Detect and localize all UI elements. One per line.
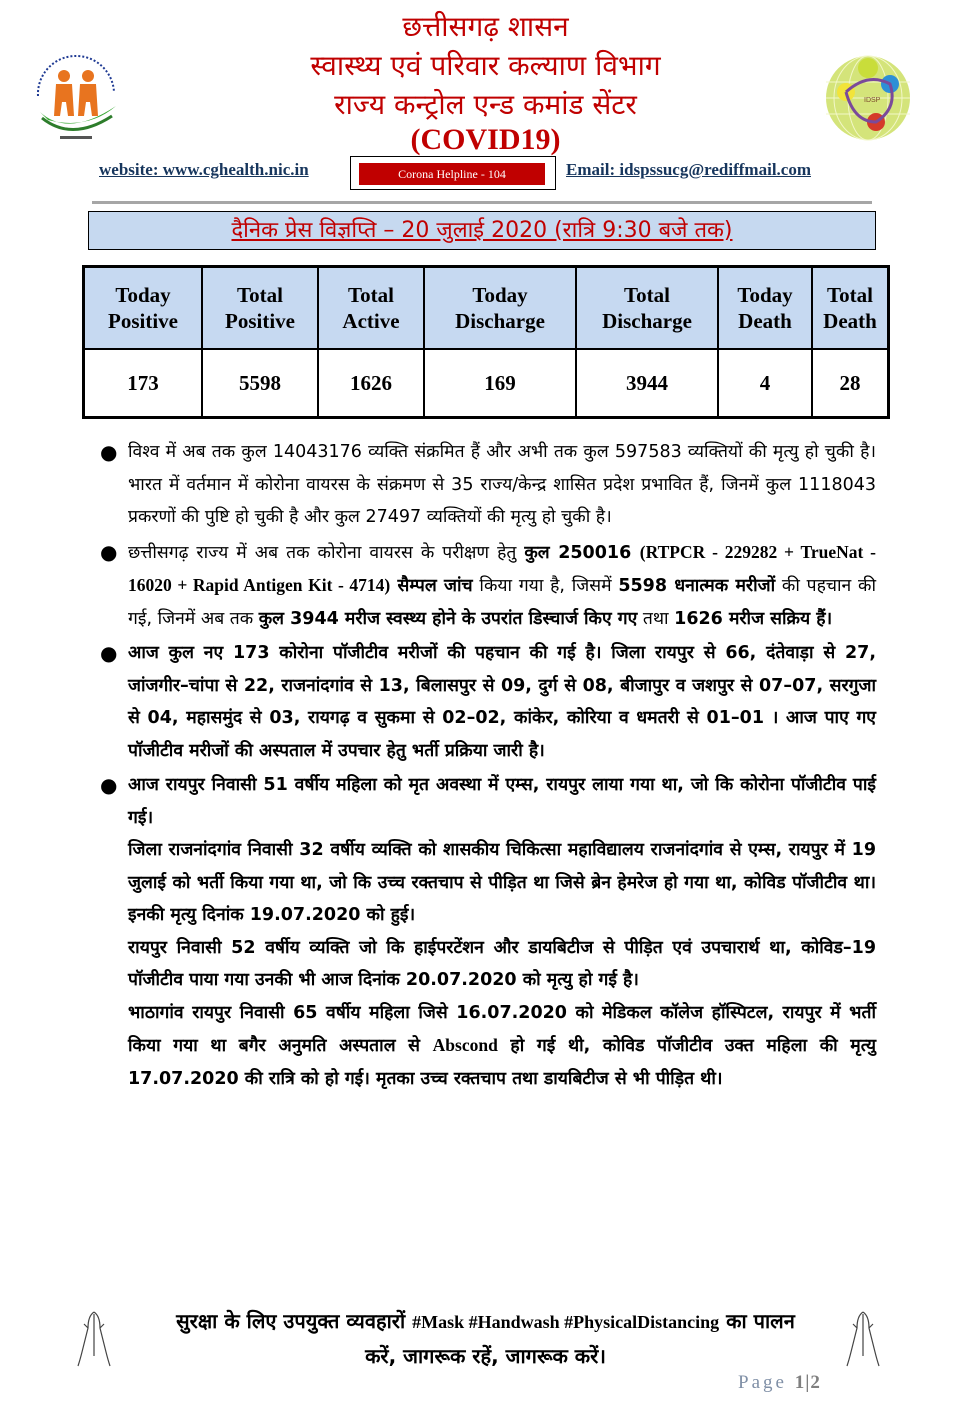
death-paragraph-1: आज रायपुर निवासी 51 वर्षीय महिला को मृत अवस्था में एम्स, रायपुर लाया गया था, जो कि कोरोना पॉजीटीव पाई गई। bbox=[128, 775, 876, 828]
today-discharge-value: 169 bbox=[424, 349, 576, 418]
total-death-value: 28 bbox=[812, 349, 889, 418]
col-header-today-positive: Today Positive bbox=[84, 267, 203, 350]
table-header-row bbox=[84, 267, 889, 350]
bullet-state-testing bbox=[100, 536, 876, 636]
today-positive-value: 173 bbox=[84, 349, 203, 418]
total-discharge-value: 3944 bbox=[576, 349, 718, 418]
death-paragraph-2: जिला राजनांदगांव निवासी 32 वर्षीय व्यक्ति को शासकीय चिकित्सा महाविद्यालय राजनांदगांव से एम्स, रायपुर में 19 जुलाई को भर्ती किया गया था, जो कि उच्च रक्तचाप से पीड़ित था जिसे ब्रेन हेमरेज हो गया था, कोविड पॉजीटीव था। इनकी मृत्यु दिनांक 19.07.2020 को हुई। bbox=[128, 840, 876, 925]
contact-row bbox=[0, 156, 971, 192]
page-number: Page 1|2 bbox=[738, 1372, 821, 1393]
total-positive-value: 5598 bbox=[202, 349, 318, 418]
total-active-value: 1626 bbox=[318, 349, 424, 418]
bullet-icon: ● bbox=[100, 641, 118, 665]
bullet-text: छत्तीसगढ़ राज्य में अब तक कोरोना वायरस के परीक्षण हेतु कुल 250016 (RTPCR - 229282 + TrueNat - 16020 + Rapid Antigen Kit - 4714) सैम्पल जांच किया गया है, जिसमें 5598 धनात्मक मरीजों की पहचान की गई, जिनमें अब तक कुल 3944 मरीज स्वस्थ्य होने के उपरांत डिस्चार्ज किए गए तथा 1626 मरीज सक्रिय हैं। bbox=[128, 541, 876, 629]
header-department-title: स्वास्थ्य एवं परिवार कल्याण विभाग bbox=[310, 49, 661, 82]
bullet-today-cases bbox=[100, 637, 876, 767]
col-header-total-discharge: Total Discharge bbox=[576, 267, 718, 350]
bullet-icon: ● bbox=[100, 539, 118, 564]
covid-stats-table bbox=[82, 265, 890, 419]
press-release-banner bbox=[88, 211, 876, 250]
col-header-total-death: Total Death bbox=[812, 267, 889, 350]
header-covid-title: (COVID19) bbox=[410, 123, 561, 156]
bullet-deaths bbox=[100, 769, 876, 1095]
death-paragraph-4: भाठागांव रायपुर निवासी 65 वर्षीय महिला जिसे 16.07.2020 को मेडिकल कॉलेज हॉस्पिटल, रायपुर में भर्ती किया गया था बगैर अनुमति अस्पताल से Abscond हो गई थी, कोविड पॉजीटीव उक्त महिला की मृत्यु 17.07.2020 की रात्रि को हो गई। मृतका उच्च रक्तचाप तथा डायबिटीज से भी पीड़ित थी। bbox=[128, 1002, 876, 1089]
table-row bbox=[84, 349, 889, 418]
website-link[interactable]: website: www.cghealth.nic.in bbox=[99, 160, 309, 179]
press-release-body bbox=[100, 436, 876, 1097]
safety-message-line2: करें, जागरूक रहें, जागरूक करें। bbox=[365, 1344, 606, 1368]
header-center-title: राज्य कन्ट्रोल एन्ड कमांड सेंटर bbox=[334, 88, 637, 121]
bullet-icon: ● bbox=[100, 440, 118, 464]
bullet-world-india-stats bbox=[100, 436, 876, 534]
col-header-today-death: Today Death bbox=[718, 267, 812, 350]
safety-message-line1: सुरक्षा के लिए उपयुक्त व्यवहारों #Mask #Handwash #PhysicalDistancing का पालन bbox=[176, 1309, 795, 1333]
helpline-label: Corona Helpline - 104 bbox=[359, 163, 545, 185]
safety-message bbox=[0, 1304, 971, 1373]
today-death-value: 4 bbox=[718, 349, 812, 418]
press-release-title: दैनिक प्रेस विज्ञप्ति – 20 जुलाई 2020 (रात्रि 9:30 बजे तक) bbox=[231, 218, 733, 243]
bullet-icon: ● bbox=[100, 773, 118, 797]
email-link[interactable]: Email: idspssucg@rediffmail.com bbox=[566, 160, 811, 179]
bullet-text: आज कुल नए 173 कोरोना पॉजीटीव मरीजों की पहचान की गई है। जिला रायपुर से 66, दंतेवाड़ा से 27, जांजगीर–चांपा से 22, राजनांदगांव से 13, बिलासपुर से 09, दुर्ग से 08, बीजापुर व जशपुर से 07–07, सरगुजा से 04, महासमुंद से 03, रायगढ़ व सुकमा से 02–02, कांकेर, कोरिया व धमतरी से 01–01 । आज पाए गए पॉजीटीव मरीजों की अस्पताल में उपचार हेतु भर्ती प्रक्रिया जारी है। bbox=[128, 643, 876, 761]
col-header-total-active: Total Active bbox=[318, 267, 424, 350]
helpline-box bbox=[350, 156, 556, 190]
header-divider bbox=[92, 201, 872, 204]
col-header-total-positive: Total Positive bbox=[202, 267, 318, 350]
header-government-title: छत्तीसगढ़ शासन bbox=[402, 10, 569, 43]
death-paragraph-3: रायपुर निवासी 52 वर्षीय व्यक्ति जो कि हाईपरटेंशन और डायबिटीज से पीड़ित एवं उपचारार्थ था, कोविड–19 पॉजीटीव पाया गया उनकी भी आज दिनांक 20.07.2020 को मृत्यु हो गई है। bbox=[128, 937, 876, 990]
bullet-text: विश्व में अब तक कुल 14043176 व्यक्ति संक्रमित हैं और अभी तक कुल 597583 व्यक्तियों की मृत्यु हो चुकी है। भारत में वर्तमान में कोरोना वायरस के संक्रमण से 35 राज्य/केन्द्र शासित प्रदेश प्रभावित हैं, जिनमें कुल 1118043 प्रकरणों की पुष्टि हो चुकी है और कुल 27497 व्यक्तियों की मृत्यु हो चुकी है। bbox=[128, 442, 876, 527]
svg-text:IDSP: IDSP bbox=[864, 97, 881, 104]
col-header-today-discharge: Today Discharge bbox=[424, 267, 576, 350]
